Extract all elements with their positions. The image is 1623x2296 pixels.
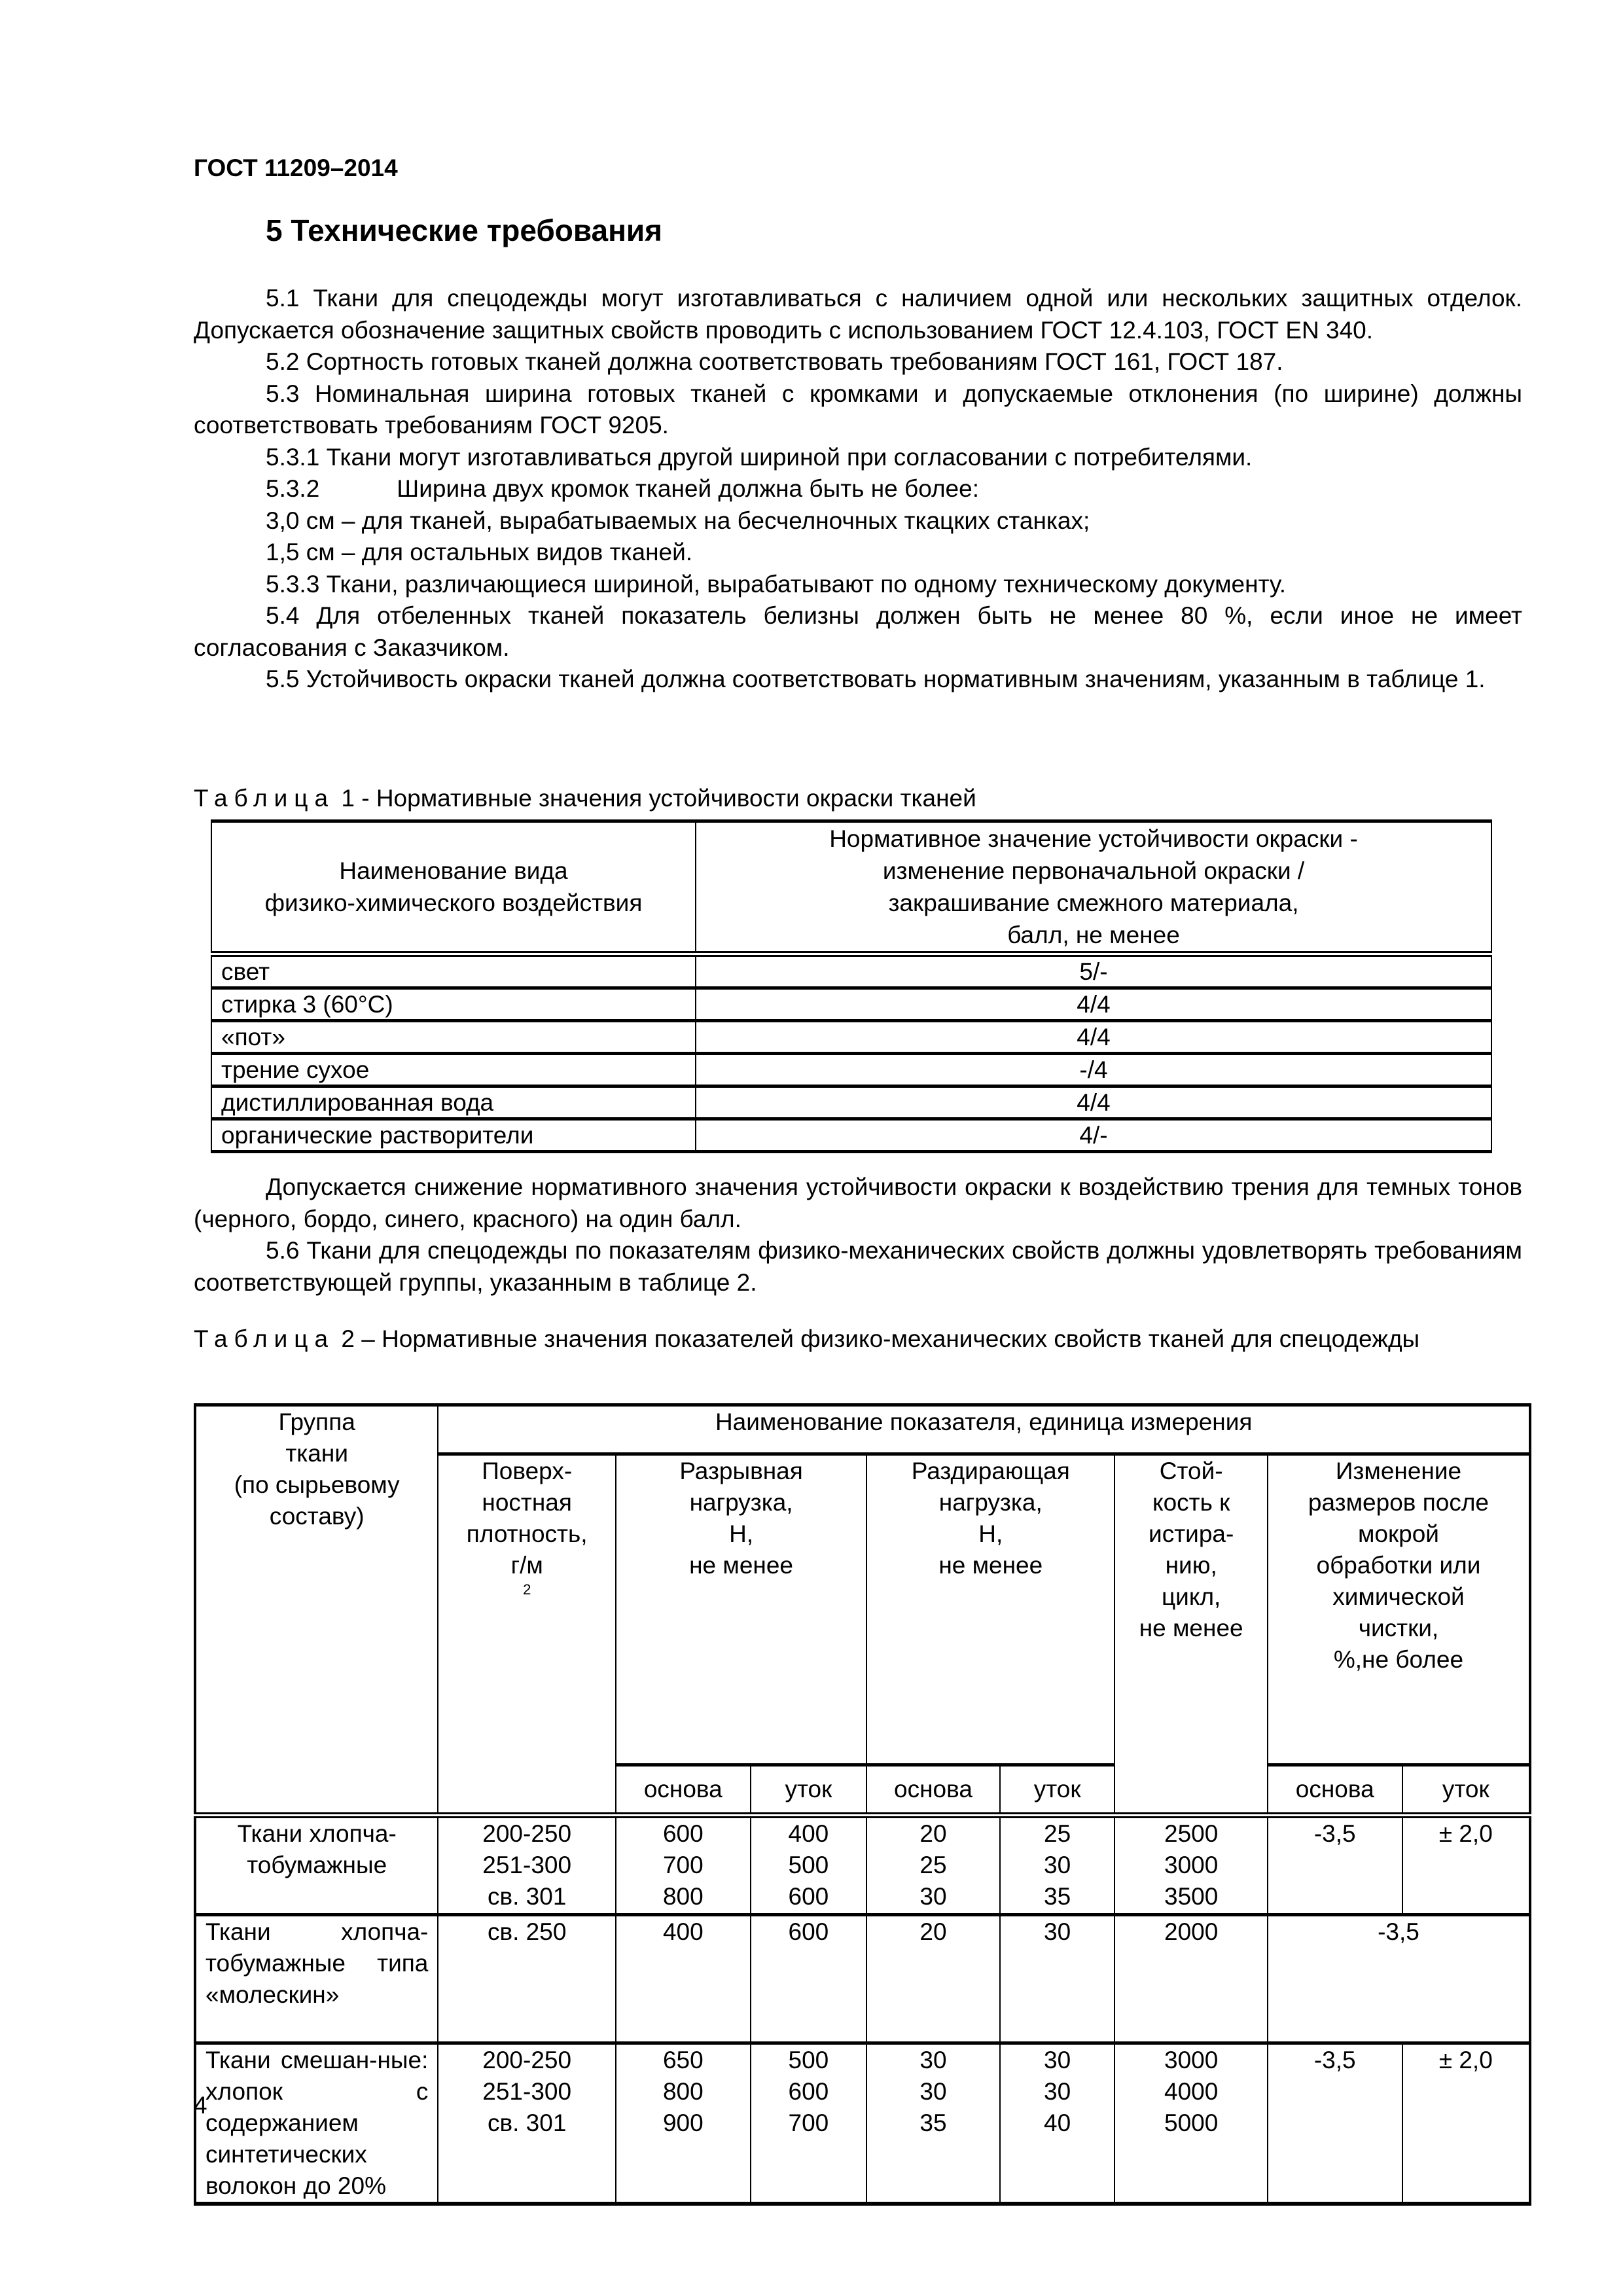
table-cell-abrasion: 2500 3000 3500 (1115, 1816, 1268, 1915)
table-cell-impact: трение сухое (211, 1054, 696, 1086)
table-row (195, 1915, 1530, 2043)
table-2-col-tearing-load: Раздирающая нагрузка, Н, не менее (866, 1454, 1115, 1765)
table-1-header-row (211, 821, 1491, 954)
table-cell-density: св. 250 (438, 1915, 616, 2043)
table-row (195, 1816, 1530, 1915)
table-2-physical-mechanical (194, 1403, 1531, 2206)
table-row (211, 1021, 1491, 1054)
table-row (211, 1054, 1491, 1086)
paragraph-5-3-2-item-b: 1,5 см – для остальных видов тканей. (266, 539, 693, 565)
table-cell-break-warp: 400 (616, 1915, 751, 2043)
table-cell-abrasion: 3000 4000 5000 (1115, 2043, 1268, 2204)
paragraph-5-6: 5.6 Ткани для спецодежды по показателям физико-механических свойств должны удовлетворять требованиям соответствующей группы, указанным в таблице 2. (194, 1237, 1522, 1296)
paragraph-5-3-2-number: 5.3.2 (266, 475, 320, 502)
table-row (211, 988, 1491, 1021)
table-cell-impact: органические растворители (211, 1119, 696, 1152)
table-cell-shrink-merged: -3,5 (1268, 1915, 1530, 2043)
paragraph-5-1: 5.1 Ткани для спецодежды могут изготавливаться с наличием одной или нескольких защитных отделок. Допускается обозначение защитных свойств проводить с использованием ГОСТ 12.4.103, ГОСТ EN 340. (194, 285, 1522, 344)
table-cell-impact: дистиллированная вода (211, 1086, 696, 1119)
paragraph-5-3-1: 5.3.1 Ткани могут изготавливаться другой шириной при согласовании с потребителями. (266, 443, 1253, 471)
after-table-1-text (194, 1172, 1522, 1299)
table-cell-value: -/4 (696, 1054, 1491, 1086)
table-cell-tear-weft: 25 30 35 (1000, 1816, 1115, 1915)
table-cell-group: Ткани смешан-ные: хлопок с содержанием синтетических волокон до 20% (195, 2043, 438, 2204)
table-cell-tear-weft: 30 30 40 (1000, 2043, 1115, 2204)
table-cell-value: 4/- (696, 1119, 1491, 1152)
document-code: ГОСТ 11209–2014 (194, 154, 398, 181)
paragraph-5-5: 5.5 Устойчивость окраски тканей должна соответствовать нормативным значениям, указанным в таблице 1. (266, 666, 1486, 692)
table-cell-break-weft: 400 500 600 (751, 1816, 867, 1915)
table-cell-tear-warp: 30 30 35 (866, 2043, 1000, 2204)
page-number: 4 (194, 2092, 207, 2119)
table-row (211, 1086, 1491, 1119)
table-cell-abrasion: 2000 (1115, 1915, 1268, 2043)
table-2-tear-warp: основа (866, 1765, 1000, 1816)
table-cell-group: Ткани хлопча-тобумажные типа «молескин» (195, 1915, 438, 2043)
table-cell-density: 200-250 251-300 св. 301 (438, 1816, 616, 1915)
paragraph-5-2: 5.2 Сортность готовых тканей должна соответствовать требованиям ГОСТ 161, ГОСТ 187. (266, 348, 1283, 375)
table-cell-tear-warp: 20 (866, 1915, 1000, 2043)
table-cell-value: 4/4 (696, 988, 1491, 1021)
table-2-col-surface-density: Поверх- ностная плотность, г/м $^2$ (438, 1454, 616, 1816)
table-2-indicator-header: Наименование показателя, единица измерения (438, 1405, 1530, 1454)
table-cell-tear-weft: 30 (1000, 1915, 1115, 2043)
table-2-caption (194, 1323, 1522, 1355)
table-cell-shrink-weft: ± 2,0 (1402, 1816, 1530, 1915)
note-rubbing-reduction: Допускается снижение нормативного значения устойчивости окраски к воздействию трения для темных тонов (черного, бордо, синего, красного) на один балл. (194, 1174, 1522, 1232)
table-cell-break-warp: 650 800 900 (616, 2043, 751, 2204)
table-row (195, 2043, 1530, 2204)
table-cell-break-weft: 500 600 700 (751, 2043, 867, 2204)
table-1-col-norm-value: Нормативное значение устойчивости окраски - изменение первоначальной окраски / закрашивание смежного материала, балл, не менее (696, 821, 1491, 954)
table-2-col-breaking-load: Разрывная нагрузка, Н, не менее (616, 1454, 866, 1765)
paragraph-5-3-2-item-a: 3,0 см – для тканей, вырабатываемых на бесчелночных ткацких станках; (266, 507, 1090, 534)
table-1-caption-text: 1 - Нормативные значения устойчивости окраски тканей (334, 785, 976, 812)
table-cell-break-warp: 600 700 800 (616, 1816, 751, 1915)
table-1-col-impact-type: Наименование вида физико-химического воздействия (211, 821, 696, 954)
table-2-break-weft: уток (751, 1765, 867, 1816)
table-cell-shrink-weft: ± 2,0 (1402, 2043, 1530, 2204)
table-cell-impact: стирка 3 (60°С) (211, 988, 696, 1021)
table-2-shrink-weft: уток (1402, 1765, 1530, 1816)
table-cell-impact: свет (211, 954, 696, 988)
table-row (211, 1119, 1491, 1152)
table-cell-shrink-warp: -3,5 (1268, 2043, 1402, 2204)
paragraph-5-3-2-text: Ширина двух кромок тканей должна быть не более: (397, 475, 979, 502)
table-cell-impact: «пот» (211, 1021, 696, 1054)
table-1-caption-label: Таблица (194, 785, 335, 812)
table-cell-group: Ткани хлопча- тобумажные (195, 1816, 438, 1915)
table-cell-value: 5/- (696, 954, 1491, 988)
table-row (211, 954, 1491, 988)
table-2-header-row-1 (195, 1405, 1530, 1454)
table-2-tear-weft: уток (1000, 1765, 1115, 1816)
table-2-shrink-warp: основа (1268, 1765, 1402, 1816)
table-2-caption-text: 2 – Нормативные значения показателей физико-механических свойств тканей для спецодежды (334, 1325, 1420, 1352)
section-title: 5 Технические требования (266, 213, 662, 247)
requirements-text-block (194, 283, 1522, 696)
table-cell-value: 4/4 (696, 1086, 1491, 1119)
table-cell-density: 200-250 251-300 св. 301 (438, 2043, 616, 2204)
paragraph-5-3-3: 5.3.3 Ткани, различающиеся шириной, вырабатывают по одному техническому документу. (266, 570, 1287, 598)
table-2-break-warp: основа (616, 1765, 751, 1816)
table-2-col-abrasion-resistance: Стой- кость к истира- нию, цикл, не менее (1115, 1454, 1268, 1816)
table-cell-tear-warp: 20 25 30 (866, 1816, 1000, 1915)
paragraph-5-3-2 (194, 473, 1522, 505)
table-cell-value: 4/4 (696, 1021, 1491, 1054)
table-cell-break-weft: 600 (751, 1915, 867, 2043)
table-cell-shrink-warp: -3,5 (1268, 1816, 1402, 1915)
paragraph-5-4: 5.4 Для отбеленных тканей показатель белизны должен быть не менее 80 %, если иное не имеет согласования с Заказчиком. (194, 602, 1522, 661)
table-2-col-dimension-change: Изменение размеров после мокрой обработки или химической чистки, %,не более (1268, 1454, 1530, 1765)
table-1-color-fastness (211, 819, 1492, 1153)
table-1-caption (194, 783, 1522, 814)
table-2-col-fabric-group: Группа ткани (по сырьевому составу) (195, 1405, 438, 1816)
table-2-caption-label: Таблица (194, 1325, 335, 1352)
paragraph-5-3: 5.3 Номинальная ширина готовых тканей с кромками и допускаемые отклонения (по ширине) должны соответствовать требованиям ГОСТ 9205. (194, 380, 1522, 439)
